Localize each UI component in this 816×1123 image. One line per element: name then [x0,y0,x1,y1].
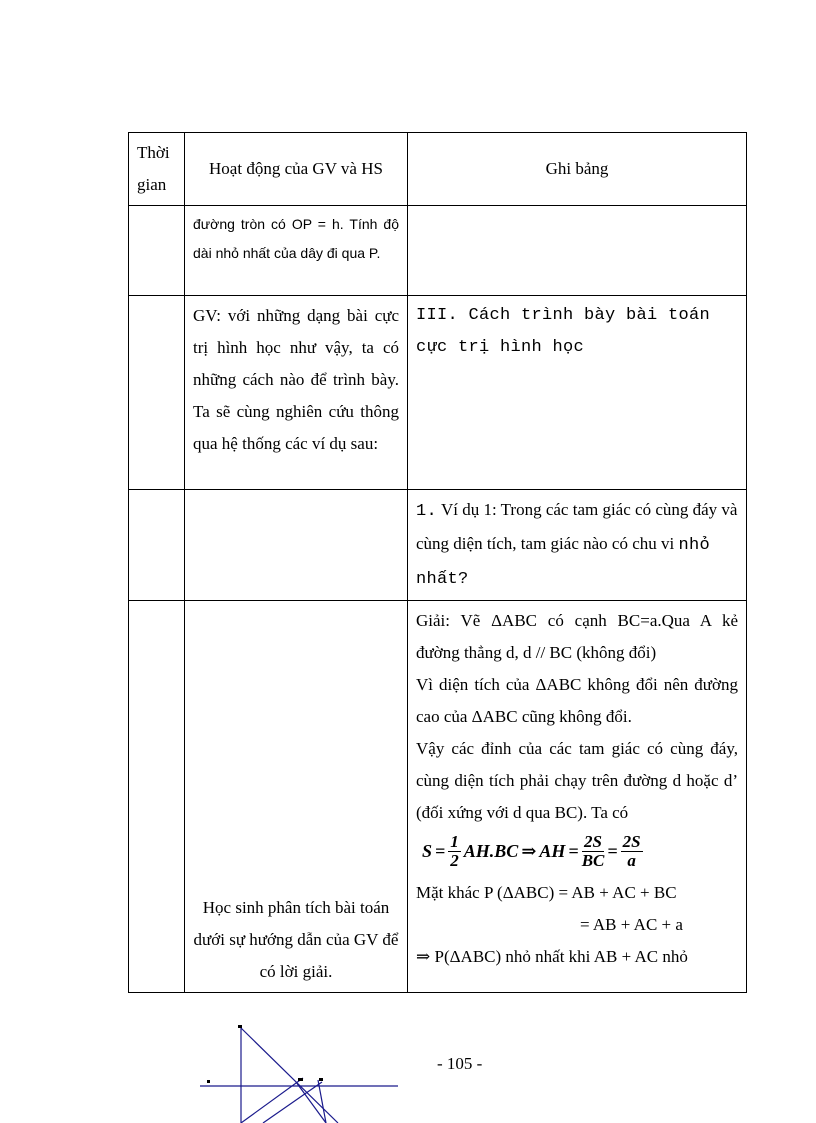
solution-line: Giải: Vẽ ΔABC có cạnh BC=a.Qua A kẻ đường thẳng d, d // BC (không đổi) [416,611,738,662]
header-time-line1: Thời [137,143,170,162]
activity-cell [185,490,408,601]
figure-point [298,1078,303,1081]
figure-point [319,1078,323,1081]
formula-implies: ⇒ [521,841,537,861]
perimeter-line: = AB + AC + a [580,915,683,934]
figure-point [238,1025,242,1028]
activity-cell: GV: với những dạng bài cực trị hình học như vậy, ta có những cách nào để trình bày. Ta sẽ cùng nghiên cứu thông qua hệ thống các ví dụ sau: [185,296,408,490]
formula-s: S [422,841,433,861]
fraction-denominator: BC [581,850,605,870]
table-row [129,206,747,296]
fraction-numerator: 2S [584,831,603,851]
fraction-numerator: 2S [622,831,641,851]
fraction-numerator: 1 [450,831,459,851]
fraction-2s-bc [582,833,605,870]
area-formula [422,831,738,871]
activity-cell: đường tròn có OP = h. Tính độ dài nhỏ nhất của dây đi qua P. [185,206,408,296]
time-cell [129,601,185,993]
fraction-2s-a [621,833,643,870]
solution-line: Vì diện tích của ΔABC không đổi nên đường cao của ΔABC cũng không đổi. [416,675,738,726]
activity-cell: Học sinh phân tích bài toán dưới sự hướng dẫn của GV để có lời giải. [185,601,408,993]
board-cell [408,601,747,993]
figure-point [207,1080,210,1083]
fraction-denominator: 2 [450,850,459,870]
geometry-figure [198,1018,408,1123]
table-row [129,296,747,490]
figure-segment [263,1082,322,1123]
header-time [129,133,185,206]
solution-line: Vậy các đỉnh của các tam giác có cùng đáy, cùng diện tích phải chạy trên đường d hoặc d’ (đối xứng với d qua BC). Ta có [416,739,738,822]
time-cell [129,490,185,601]
example-number: 1. [416,502,438,521]
figure-segment [296,1082,326,1123]
fraction-half [448,833,461,870]
board-cell [408,490,747,601]
formula-ahbc: AH.BC [463,841,519,861]
board-cell [408,206,747,296]
formula-eq: = [435,841,446,861]
time-cell [129,206,185,296]
header-board: Ghi bảng [408,133,747,206]
table-row [129,490,747,601]
formula-eq: = [607,841,618,861]
perimeter-line: Mặt khác P (ΔABC) = AB + AC + BC [416,883,677,902]
board-cell: III. Cách trình bày bài toán cực trị hình học [408,296,747,490]
conclusion-line: ⇒ P(ΔABC) nhỏ nhất khi AB + AC nhỏ [416,947,688,966]
table-header-row [129,133,747,206]
fraction-denominator: a [627,850,636,870]
example-tail: nhỏ nhất? [416,536,710,589]
header-activity: Hoạt động của GV và HS [185,133,408,206]
example-text: Ví dụ 1: Trong các tam giác có cùng đáy và cùng diện tích, tam giác nào có chu vi [416,500,738,553]
formula-eq: = [568,841,579,861]
lesson-table [128,132,747,993]
table-row [129,601,747,993]
header-time-line2: gian [137,175,167,194]
page-number: - 105 - [437,1054,483,1073]
formula-ah: AH [539,841,566,861]
time-cell [129,296,185,490]
